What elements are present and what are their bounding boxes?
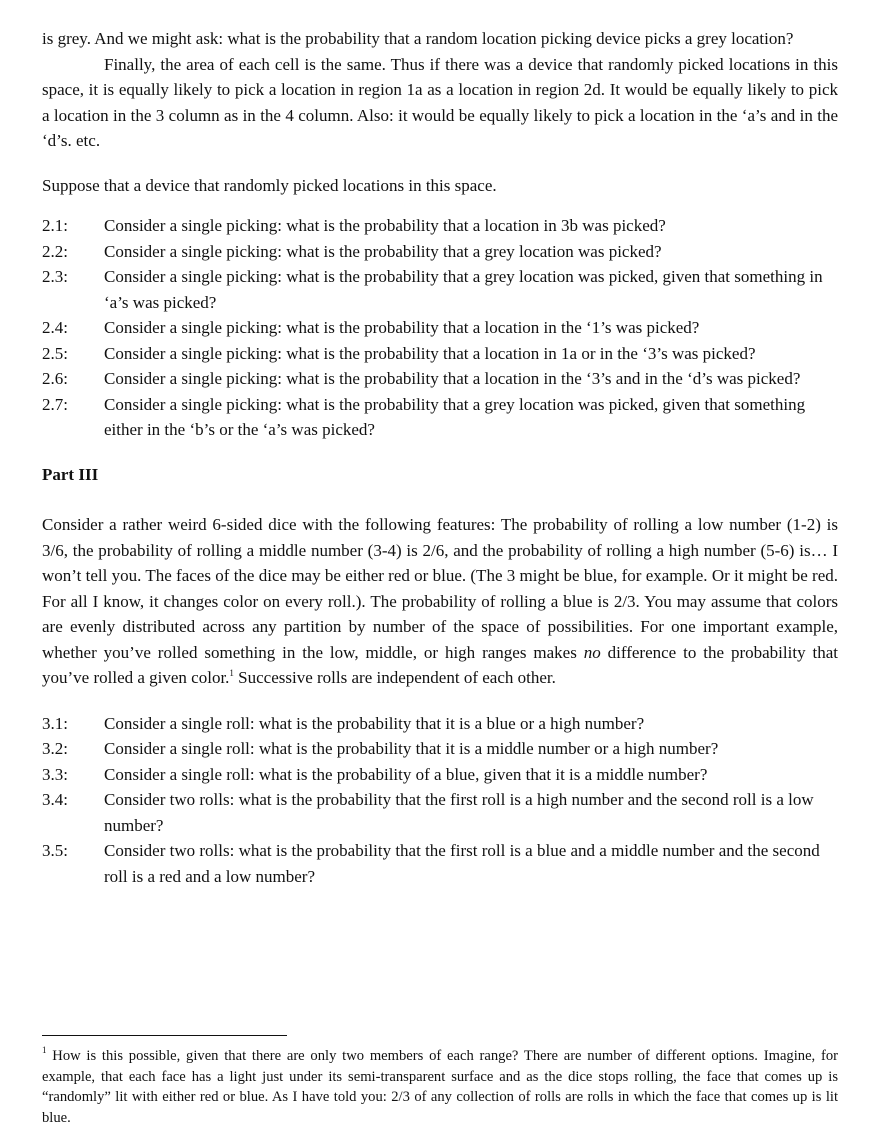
question-number: 2.6: bbox=[42, 369, 68, 388]
question-text: Consider a single picking: what is the probability that a location in the ‘3’s and in the ‘d’s was picked? bbox=[104, 369, 801, 388]
question-text: Consider a single picking: what is the probability that a grey location was picked, given that something either in the ‘b’s or the ‘a’s was picked? bbox=[104, 394, 806, 439]
question-text: Consider a single roll: what is the probability that it is a blue or a high number? bbox=[104, 713, 645, 733]
question-text: Consider a single picking: what is the probability that a location in the ‘1’s was picked? bbox=[104, 318, 700, 337]
footnote bbox=[42, 1046, 838, 1128]
question-number: 3.5: bbox=[42, 841, 68, 860]
question-text: Consider a single picking: what is the probability that a grey location was picked, given that something in ‘a’s was picked? bbox=[104, 267, 823, 312]
question-item bbox=[42, 239, 838, 265]
question-text: Consider two rolls: what is the probability that the first roll is a blue and a middle number and the second roll is a red and a low number? bbox=[104, 841, 820, 886]
part3-body-text-cont: difference to the probability that you’ve rolled a given color. bbox=[42, 642, 838, 687]
footnote-reference[interactable]: 1 bbox=[229, 668, 234, 678]
question-text: Consider a single picking: what is the probability that a location in 3b was picked? bbox=[104, 216, 666, 235]
question-item bbox=[42, 341, 838, 367]
question-number: 3.1: bbox=[42, 713, 68, 733]
question-text: Consider two rolls: what is the probability that the first roll is a high number and the second roll is a low number? bbox=[104, 790, 814, 835]
intro-paragraph-1: is grey. And we might ask: what is the probability that a random location picking device picks a grey location? bbox=[42, 29, 794, 48]
footnote-marker: 1 bbox=[42, 1045, 47, 1055]
question-number: 2.4: bbox=[42, 318, 68, 337]
question-text: Consider a single roll: what is the probability that it is a middle number or a high number? bbox=[104, 739, 719, 758]
question-number: 3.4: bbox=[42, 790, 68, 809]
question-item bbox=[42, 213, 838, 239]
part3-intro-paragraph bbox=[42, 512, 838, 691]
question-number: 2.5: bbox=[42, 343, 68, 363]
part3-question-list bbox=[42, 711, 838, 890]
question-item bbox=[42, 838, 838, 889]
question-number: 3.2: bbox=[42, 739, 68, 758]
intro-paragraph-3: Suppose that a device that randomly picked locations in this space. bbox=[42, 175, 497, 195]
emphasis-no: no bbox=[583, 642, 601, 662]
question-item bbox=[42, 762, 838, 788]
question-text: Consider a single picking: what is the probability that a grey location was picked? bbox=[104, 241, 662, 261]
question-number: 3.3: bbox=[42, 764, 68, 784]
question-number: 2.2: bbox=[42, 241, 68, 261]
section-heading-part3: Part III bbox=[42, 464, 99, 484]
question-item bbox=[42, 366, 838, 392]
footnote-text: How is this possible, given that there are only two members of each range? There are number of different options. Imagine, for example, that each face has a light just under its semi-transparent surface and as the dice stops rolling, the face that comes up is “randomly” lit with either red or blue. As I have told you: 2/3 of any collection of rolls are rolls in which the face that comes up is lit blue. bbox=[42, 1048, 838, 1126]
question-item bbox=[42, 711, 838, 737]
question-item bbox=[42, 736, 838, 762]
part3-body-text: Consider a rather weird 6-sided dice with the following features: The probability of rolling a low number (1-2) is 3/6, the probability of rolling a middle number (3-4) is 2/6, and the probability of rolling a high number (5-6) is… I won’t tell you. The faces of the dice may be either red or blue. (The 3 might be blue, for example. Or it might be red. For all I know, it changes color on every roll.). The probability of rolling a blue is 2/3. You may assume that colors are evenly distributed across any partition by number of the space of possibilities. For one important example, whether you’ve rolled something in the low, middle, or high ranges makes bbox=[42, 515, 838, 662]
document-page bbox=[42, 26, 838, 889]
question-item bbox=[42, 787, 838, 838]
question-text: Consider a single picking: what is the probability that a location in 1a or in the ‘3’s was picked? bbox=[104, 343, 756, 363]
part3-body-end: Successive rolls are independent of each other. bbox=[233, 668, 556, 687]
question-item bbox=[42, 264, 838, 315]
question-number: 2.3: bbox=[42, 267, 68, 286]
part2-question-list bbox=[42, 213, 838, 443]
footnote-separator bbox=[42, 1035, 287, 1036]
question-number: 2.7: bbox=[42, 394, 68, 414]
question-text: Consider a single roll: what is the probability of a blue, given that it is a middle number? bbox=[104, 764, 708, 784]
question-item bbox=[42, 392, 838, 443]
question-number: 2.1: bbox=[42, 216, 68, 235]
intro-paragraph-2: Finally, the area of each cell is the same. Thus if there was a device that randomly picked locations in this space, it is equally likely to pick a location in region 1a as a location in region 2d. It would be equally likely to pick a location in the 3 column as in the 4 column. Also: it would be equally likely to pick a location in the ‘a’s and in the ‘d’s. etc. bbox=[42, 54, 838, 150]
question-item bbox=[42, 315, 838, 341]
